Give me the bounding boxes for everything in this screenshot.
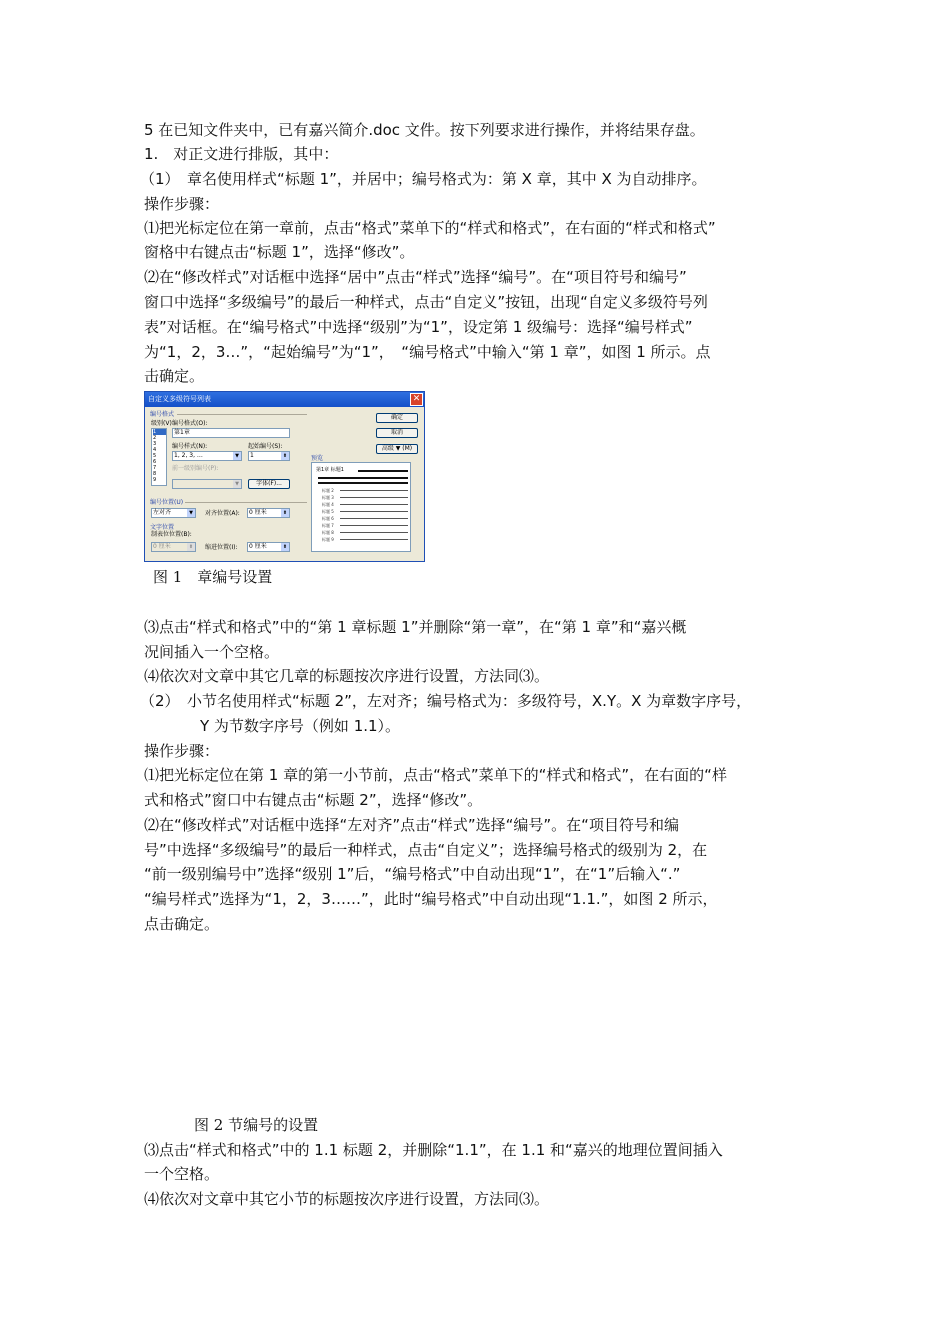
step-2-2-line-b: 号”中选择“多级编号”的最后一种样式，点击“自定义”；选择编号格式的级别为 2，在	[144, 841, 708, 859]
figure-1-caption: 图 1 章编号设置	[153, 568, 273, 586]
preview-row: 标题 3	[322, 495, 334, 500]
step-1-3-line-a: ⑶点击“样式和格式”中的“第 1 章标题 1”并删除“第一章”，在“第 1 章”和“嘉兴概	[144, 618, 687, 636]
number-format-label: 编号格式(O):	[172, 420, 208, 427]
aligned-at-label: 对齐位置(A):	[205, 510, 240, 517]
intro-paragraph: 5 在已知文件夹中，已有嘉兴简介.doc 文件。按下列要求进行操作，并将结果存盘。	[144, 121, 705, 139]
prev-level-label: 前一级别编号(P):	[172, 465, 219, 472]
step-1-2-line-a: ⑵在“修改样式”对话框中选择“居中”点击“样式”选择“编号”。在“项目符号和编号”	[144, 268, 687, 286]
level-label: 级别(V)	[151, 420, 172, 427]
preview-level-1: 第1章 标题1	[316, 467, 344, 473]
step-2-2-line-a: ⑵在“修改样式”对话框中选择“左对齐”点击“样式”选择“编号”。在“项目符号和编	[144, 816, 679, 834]
level-item[interactable]: 5	[153, 453, 157, 459]
sub-item-1: （1） 章名使用样式“标题 1”，并居中；编号格式为：第 X 章，其中 X 为自动排序。	[140, 170, 707, 188]
steps-label-1: 操作步骤：	[144, 195, 220, 213]
group-text-position: 文字位置	[150, 524, 175, 531]
step-2-3-line-b: 一个空格。	[144, 1165, 220, 1183]
indent-label: 缩进位置(I):	[205, 544, 238, 551]
level-item[interactable]: 1	[153, 429, 166, 435]
start-at-stepper[interactable]: 1 ⬍	[248, 451, 290, 461]
group-number-format: 编号格式	[150, 411, 175, 418]
start-at-label: 起始编号(S):	[248, 443, 283, 450]
step-2-2-line-c: “前一级别编号中”选择“级别 1”后，“编号格式”中自动出现“1”，在“1”后输入“.”	[144, 865, 681, 883]
cancel-button[interactable]: 取消	[376, 428, 418, 438]
step-2-4: ⑷依次对文章中其它小节的标题按次序进行设置，方法同⑶。	[144, 1190, 550, 1208]
preview-row: 标题 5	[322, 509, 334, 514]
prev-level-select[interactable]	[172, 479, 242, 489]
step-1-2-line-d: 为“1，2，3…”，“起始编号”为“1”， “编号格式”中输入“第 1 章”，如图 1 所示。点	[144, 343, 711, 361]
step-1-2-line-b: 窗口中选择“多级编号”的最后一种样式，点击“自定义”按钮，出现“自定义多级符号列	[144, 293, 708, 311]
preview-row: 标题 9	[322, 537, 334, 542]
step-1-3-line-b: 况间插入一个空格。	[144, 643, 280, 661]
font-button[interactable]: 字体(F)...	[248, 479, 290, 489]
number-style-select[interactable]: 1, 2, 3, … ▼	[172, 451, 242, 461]
level-item[interactable]: 6	[153, 459, 157, 465]
level-item[interactable]: 8	[153, 471, 157, 477]
preview-row: 标题 2	[322, 488, 334, 493]
sub-item-2-line-a: （2） 小节名使用样式“标题 2”，左对齐；编号格式为：多级符号，X.Y。X 为章数字序号，	[140, 692, 752, 710]
group-number-position: 编号位置(U)	[150, 499, 184, 506]
number-format-field[interactable]: 第1章	[172, 428, 290, 438]
spin-icon: ⬍	[282, 453, 288, 459]
tab-space-label: 制表位位置(B):	[151, 531, 192, 538]
step-2-2-line-e: 点击确定。	[144, 915, 220, 933]
preview-row: 标题 6	[322, 516, 334, 521]
dialog-title-bar: 自定义多级符号列表	[145, 392, 424, 407]
spin-icon: ⬍	[282, 544, 288, 550]
step-2-3-line-a: ⑶点击“样式和格式”中的 1.1 标题 2，并删除“1.1”，在 1.1 和“嘉兴的地理位置间插入	[144, 1141, 723, 1159]
level-item[interactable]: 3	[153, 441, 157, 447]
number-style-label: 编号样式(N):	[172, 443, 208, 450]
chevron-down-icon: ▼	[233, 452, 241, 460]
ok-button[interactable]: 确定	[376, 413, 418, 423]
preview-label: 预览	[311, 455, 324, 462]
advanced-button[interactable]: 高级 ▼ (M)	[376, 444, 418, 454]
figure-1-dialog-screenshot	[144, 391, 425, 562]
step-1-1-line-b: 窗格中右键点击“标题 1”，选择“修改”。	[144, 243, 415, 261]
spin-icon: ⬍	[282, 510, 288, 516]
step-1-1-line-a: ⑴把光标定位在第一章前，点击“格式”菜单下的“样式和格式”，在右面的“样式和格式”	[144, 219, 716, 237]
step-1-2-line-e: 击确定。	[144, 367, 205, 385]
step-2-2-line-d: “编号样式”选择为“1，2，3……”，此时“编号格式”中自动出现“1.1.”，如图 2 所示，	[144, 890, 718, 908]
item-1-heading: 1. 对正文进行排版，其中：	[144, 145, 339, 163]
level-item[interactable]: 4	[153, 447, 157, 453]
step-2-1-line-a: ⑴把光标定位在第 1 章的第一小节前，点击“格式”菜单下的“样式和格式”，在右面的“样	[144, 766, 727, 784]
level-item[interactable]: 2	[153, 435, 157, 441]
preview-pane	[311, 462, 411, 552]
preview-row: 标题 4	[322, 502, 334, 507]
steps-label-2: 操作步骤：	[144, 742, 220, 760]
spin-icon: ⬍	[188, 544, 194, 550]
alignment-select[interactable]: 左对齐 ▼	[151, 508, 196, 518]
chevron-down-icon: ▼	[233, 480, 241, 488]
level-item[interactable]: 9	[153, 477, 157, 483]
sub-item-2-line-b: Y 为节数字序号（例如 1.1）。	[200, 717, 401, 735]
aligned-at-stepper[interactable]: 0 厘米 ⬍	[247, 508, 290, 518]
close-icon[interactable]: ✕	[410, 393, 423, 406]
level-list[interactable]	[151, 428, 167, 486]
tab-space-stepper[interactable]: 0 厘米 ⬍	[151, 542, 196, 552]
level-item[interactable]: 7	[153, 465, 157, 471]
chevron-down-icon: ▼	[187, 509, 195, 517]
preview-row: 标题 8	[322, 530, 334, 535]
indent-stepper[interactable]: 0 厘米 ⬍	[247, 542, 290, 552]
figure-2-caption: 图 2 节编号的设置	[194, 1116, 319, 1134]
step-1-2-line-c: 表”对话框。在“编号格式”中选择“级别”为“1”，设定第 1 级编号：选择“编号样式”	[144, 318, 693, 336]
step-1-4: ⑷依次对文章中其它几章的标题按次序进行设置，方法同⑶。	[144, 667, 550, 685]
step-2-1-line-b: 式和格式”窗口中右键点击“标题 2”，选择“修改”。	[144, 791, 483, 809]
preview-row: 标题 7	[322, 523, 334, 528]
